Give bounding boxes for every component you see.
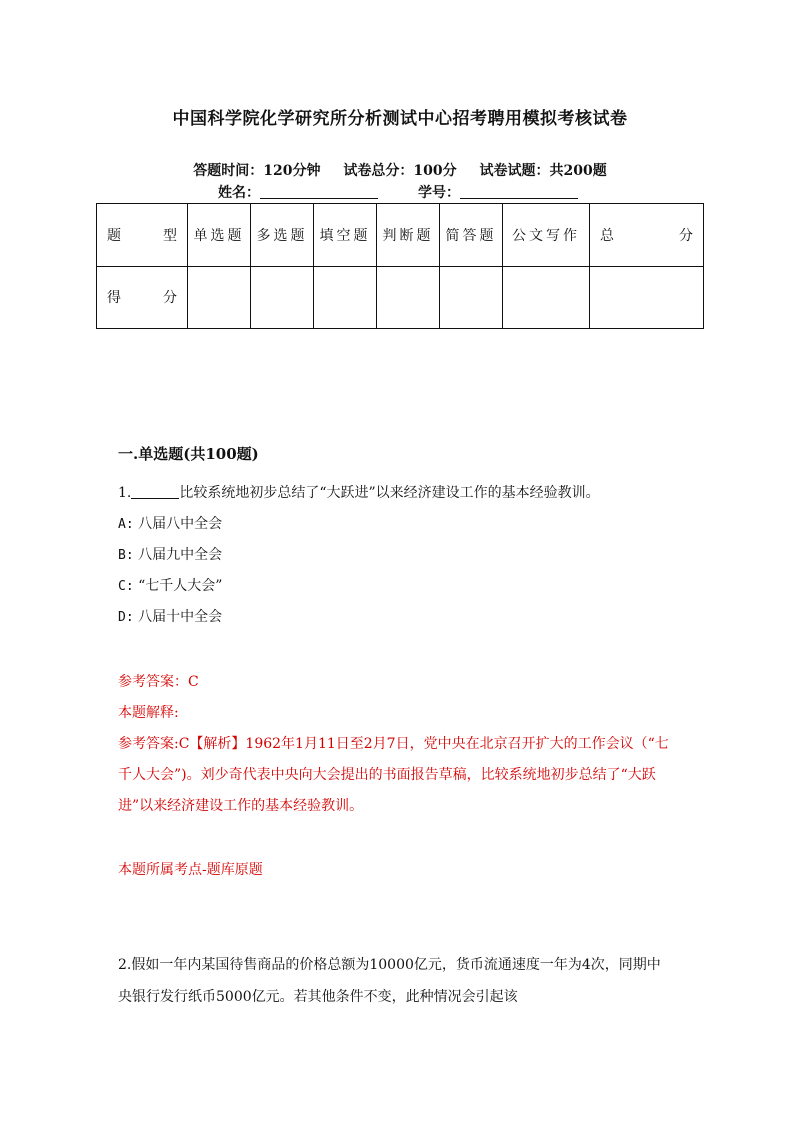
header-short-answer: 简答题 xyxy=(440,204,503,267)
exam-total-score: 试卷总分：100分 xyxy=(343,163,457,179)
score-table xyxy=(96,203,704,329)
id-blank xyxy=(460,184,578,199)
score-table-header-row xyxy=(97,204,704,267)
option-d-key: D: xyxy=(118,610,134,625)
question-1-stem xyxy=(118,478,683,509)
question-1-answer: 参考答案：C xyxy=(118,674,199,690)
option-a-text: 八届八中全会 xyxy=(138,516,223,532)
exam-time: 答题时间：120分钟 xyxy=(193,163,321,179)
option-a xyxy=(118,509,683,540)
option-c-text: “七千人大会” xyxy=(138,578,223,594)
score-cell xyxy=(251,266,314,329)
score-cell xyxy=(440,266,503,329)
question-1-blank xyxy=(131,484,179,499)
score-cell xyxy=(377,266,440,329)
header-true-false: 判断题 xyxy=(377,204,440,267)
option-a-key: A: xyxy=(118,517,134,532)
exam-title: 中国科学院化学研究所分析测试中心招考聘用模拟考核试卷 xyxy=(172,109,628,129)
header-total: 总分 xyxy=(590,204,704,267)
name-blank xyxy=(260,184,378,199)
question-1-source: 本题所属考点-题库原题 xyxy=(118,862,263,878)
name-label: 姓名： xyxy=(218,185,260,201)
question-2-stem: 2.假如一年内某国待售商品的价格总额为10000亿元，货币流通速度一年为4次，同期中 央银行发行纸币5000亿元。若其他条件不变，此种情况会引起该 xyxy=(118,957,661,1005)
option-c-key: C: xyxy=(118,579,134,594)
option-b-text: 八届九中全会 xyxy=(138,547,223,563)
option-b xyxy=(118,540,683,571)
header-single-choice: 单选题 xyxy=(188,204,251,267)
score-cell xyxy=(188,266,251,329)
section-title: 一.单选题(共100题) xyxy=(118,445,259,463)
candidate-info xyxy=(218,182,578,202)
header-document-writing: 公文写作 xyxy=(503,204,590,267)
option-d-text: 八届十中全会 xyxy=(138,609,223,625)
exam-question-count: 试卷试题：共200题 xyxy=(479,163,607,179)
option-d xyxy=(118,602,683,633)
question-1-explain-label: 本题解释: xyxy=(118,705,179,721)
exam-meta xyxy=(0,160,800,180)
header-question-type: 题 型 xyxy=(97,204,188,267)
header-fill-blank: 填空题 xyxy=(314,204,377,267)
header-multiple-choice: 多选题 xyxy=(251,204,314,267)
id-label: 学号： xyxy=(418,185,460,201)
score-row-label: 得 分 xyxy=(97,266,188,329)
question-1-explanation: 参考答案:C【解析】1962年1月11日至2月7日，党中央在北京召开扩大的工作会议（“七千人大会”)。刘少奇代表中央向大会提出的书面报告草稿，比较系统地初步总结了“大跃进”以来经济建设工作的基本经验教训。 xyxy=(118,736,669,814)
score-cell xyxy=(503,266,590,329)
score-cell xyxy=(314,266,377,329)
score-cell xyxy=(590,266,704,329)
question-1-text: 比较系统地初步总结了“大跃进”以来经济建设工作的基本经验教训。 xyxy=(179,485,600,501)
score-table-score-row xyxy=(97,266,704,329)
question-1-number: 1. xyxy=(118,485,132,501)
option-c xyxy=(118,571,683,602)
option-b-key: B: xyxy=(118,548,134,563)
